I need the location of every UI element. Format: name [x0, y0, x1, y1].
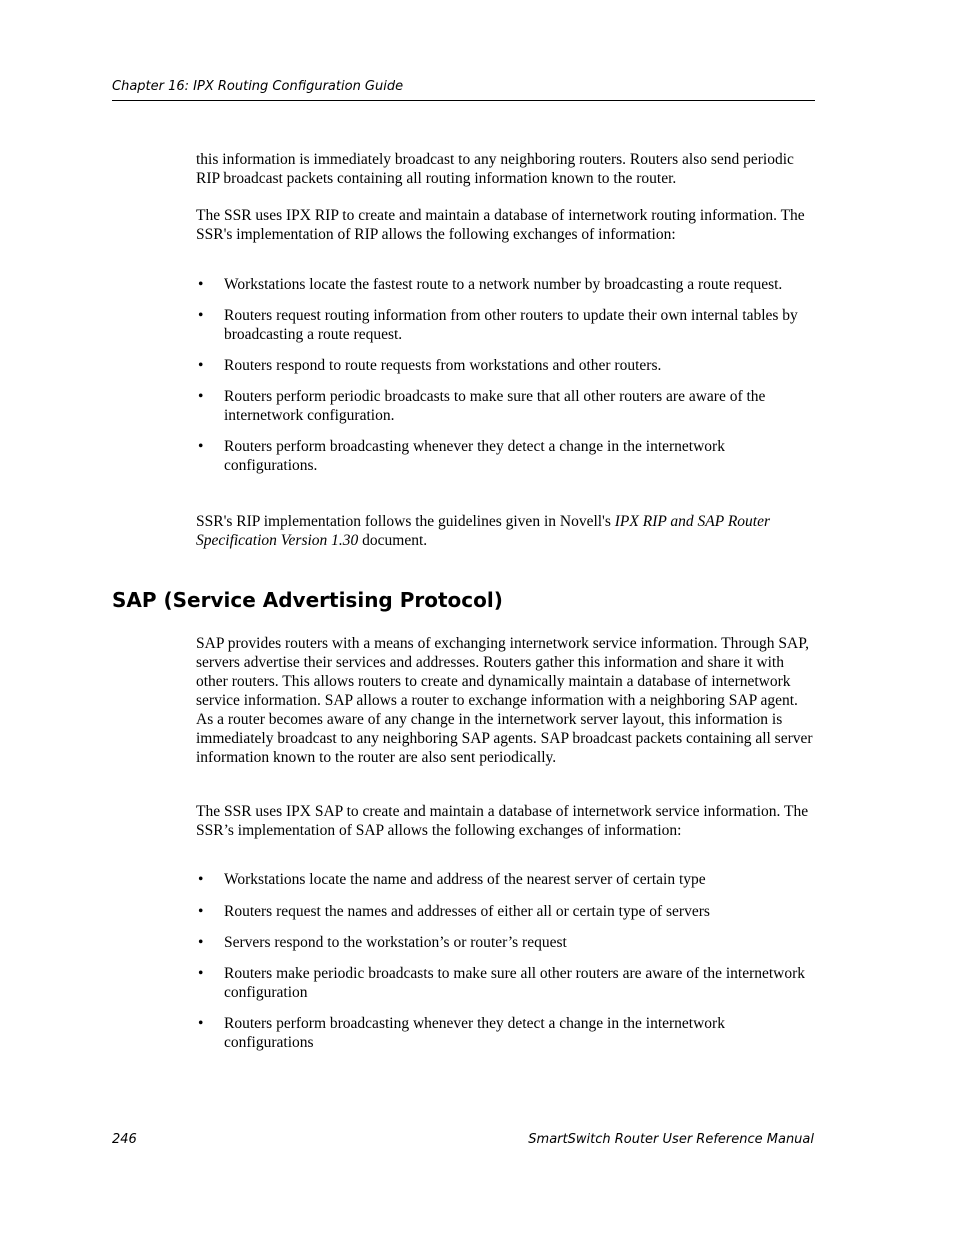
bullet-icon: • — [198, 438, 204, 455]
bullet-icon: • — [198, 307, 204, 324]
rip-intro-paragraph: this information is immediately broadcast to any neighboring routers. Routers also send periodic RIP broadcast packets containing all routing information known to the router. — [196, 151, 794, 187]
bullet-icon: • — [198, 965, 204, 982]
rip-bullet-list — [196, 275, 814, 475]
chapter-title: Chapter 16: IPX Routing Configuration Guide — [112, 79, 404, 94]
bullet-icon: • — [198, 357, 204, 374]
list-item: • Routers request routing information from other routers to update their own internal tables by broadcasting a route request. — [198, 307, 798, 343]
list-item: • Routers request the names and addresses of either all or certain type of servers — [198, 903, 710, 920]
bullet-icon: • — [198, 276, 204, 293]
sap-intro-paragraph: SAP provides routers with a means of exchanging internetwork service information. Through SAP, servers advertise their services and addresses. Routers gather this information and share it with other routers. This allows routers to create and dynamically maintain a database of internetwork service information. SAP allows a router to exchange information with a neighboring SAP agent. As a router becomes aware of any change in the internetwork server layout, this information is immediately broadcast to any neighboring SAP agents. SAP broadcast packets containing all server information known to the router are also sent periodically. — [196, 635, 813, 766]
rip-closing-paragraph: SSR's RIP implementation follows the guidelines given in Novell's IPX RIP and SAP Router Specification Version 1.30 document. — [196, 513, 771, 549]
running-header — [112, 79, 815, 101]
list-item: • Routers perform broadcasting whenever they detect a change in the internetwork configurations. — [198, 438, 725, 474]
page-number: 246 — [112, 1132, 137, 1147]
bullet-icon: • — [198, 903, 204, 920]
bullet-icon: • — [198, 934, 204, 951]
bullet-icon: • — [198, 388, 204, 405]
list-item: • Workstations locate the fastest route to a network number by broadcasting a route request. — [198, 276, 783, 293]
list-item: • Routers perform periodic broadcasts to make sure that all other routers are aware of the internetwork configuration. — [198, 388, 766, 424]
list-item: • Routers perform broadcasting whenever they detect a change in the internetwork configurations — [198, 1015, 725, 1051]
spec-title: IPX RIP and SAP Router Specification Version 1.30 — [196, 513, 771, 549]
bullet-icon: • — [198, 871, 204, 888]
manual-title: SmartSwitch Router User Reference Manual — [528, 1132, 814, 1147]
list-item: • Routers respond to route requests from workstations and other routers. — [198, 357, 662, 374]
section-heading: SAP (Service Advertising Protocol) — [112, 588, 503, 612]
sap-bullet-list — [196, 870, 814, 1052]
list-item: • Servers respond to the workstation’s or router’s request — [198, 934, 567, 951]
list-item: • Workstations locate the name and address of the nearest server of certain type — [198, 871, 706, 888]
sap-usage-paragraph: The SSR uses IPX SAP to create and maintain a database of internetwork service information. The SSR’s implementation of SAP allows the following exchanges of information: — [196, 803, 809, 839]
bullet-icon: • — [198, 1015, 204, 1032]
list-item: • Routers make periodic broadcasts to make sure all other routers are aware of the internetwork configuration — [198, 965, 806, 1001]
rip-usage-paragraph: The SSR uses IPX RIP to create and maintain a database of internetwork routing information. The SSR's implementation of RIP allows the following exchanges of information: — [196, 207, 805, 243]
